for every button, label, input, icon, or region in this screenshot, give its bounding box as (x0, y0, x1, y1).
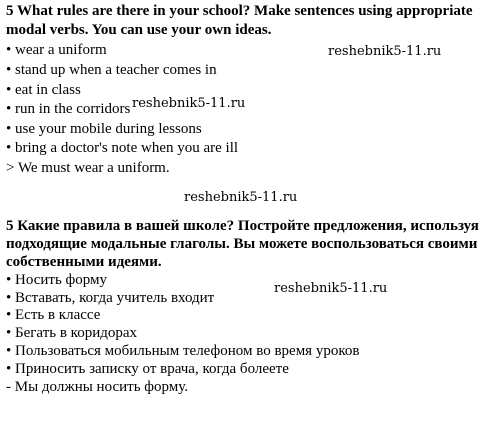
rule-item-ru: • Пользоваться мобильным телефоном во время уроков (6, 343, 360, 359)
rule-item-ru: • Приносить записку от врача, когда болеете (6, 361, 289, 377)
rule-item-ru: • Есть в классе (6, 307, 101, 323)
exercise-heading-ru-line2: подходящие модальные глаголы. Вы можете воспользоваться своими (6, 236, 478, 252)
watermark: reshebnik5-11.ru (184, 190, 298, 205)
example-sentence-ru: - Мы должны носить форму. (6, 379, 189, 395)
watermark: reshebnik5-11.ru (328, 44, 442, 59)
rule-item-en: • bring a doctor's note when you are ill (6, 140, 239, 156)
rule-item-ru: • Бегать в коридорах (6, 325, 138, 341)
rule-item-en: • wear a uniform (6, 42, 107, 58)
exercise-heading-ru-line3: собственными идеями. (6, 254, 162, 270)
exercise-heading-ru-line1: 5 Какие правила в вашей школе? Постройте предложения, используя (6, 218, 479, 234)
watermark: reshebnik5-11.ru (132, 96, 246, 111)
rule-item-ru: • Носить форму (6, 272, 108, 288)
rule-item-en: • eat in class (6, 82, 81, 98)
watermark: reshebnik5-11.ru (274, 281, 388, 296)
rule-item-en: • use your mobile during lessons (6, 121, 202, 137)
exercise-heading-en-line2: modal verbs. You can use your own ideas. (6, 22, 272, 38)
example-sentence-en: > We must wear a uniform. (6, 160, 170, 176)
rule-item-ru: • Вставать, когда учитель входит (6, 290, 215, 306)
exercise-heading-en-line1: 5 What rules are there in your school? Make sentences using appropriate (6, 3, 473, 19)
rule-item-en: • run in the corridors (6, 101, 131, 117)
rule-item-en: • stand up when a teacher comes in (6, 62, 217, 78)
